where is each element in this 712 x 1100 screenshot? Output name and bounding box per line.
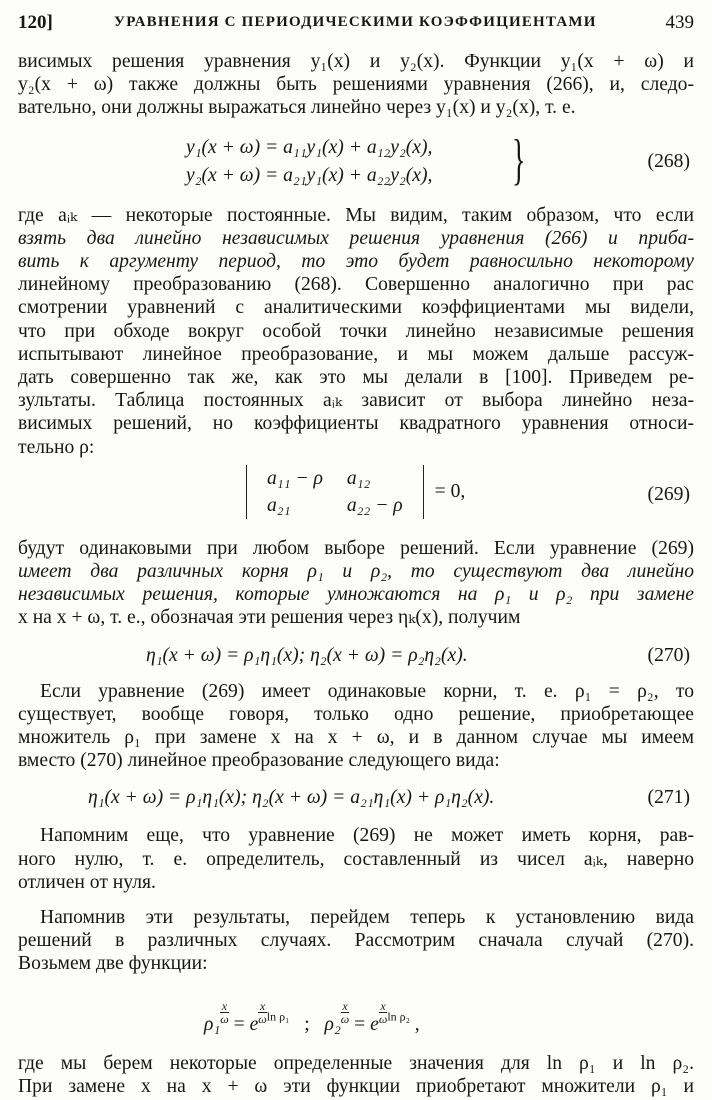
fraction-numerator: x <box>259 998 266 1013</box>
text-line: вательно, они должны выражаться линейно через y₁(x) и y₂(x), т. е. <box>18 97 576 119</box>
equation-269 <box>18 465 694 529</box>
matrix-cell: a₁₂ <box>346 467 371 489</box>
text-line: Напомнив эти результаты, перейдем теперь к установлению вида <box>40 907 694 929</box>
fraction-denominator: ω <box>340 1011 350 1026</box>
text-line: что при обходе вокруг особой точки линейно независимые решения <box>18 320 694 342</box>
text-line: решений в различных случаях. Рассмотрим сначала случай (270). <box>18 930 694 952</box>
text-line: y₂(x + ω) также должны быть решениями уравнения (266), и, следо- <box>18 74 694 96</box>
fraction-denominator: ω <box>220 1011 229 1026</box>
text-line: тельно ρ: <box>18 436 95 458</box>
text-line: x на x + ω, т. е., обозначая эти решения через ηₖ(x), получим <box>18 607 521 629</box>
exponent-log: ln ρ₂ <box>387 1009 410 1024</box>
equation-exponentials <box>18 984 694 1044</box>
equation-line: y₁(x + ω) = a₁₁y₁(x) + a₁₂y₂(x), <box>186 136 433 158</box>
determinant <box>246 465 424 519</box>
fraction-numerator: x <box>380 998 386 1013</box>
equation-rhs: = 0, <box>434 481 466 503</box>
text-line: Если уравнение (269) имеет одинаковые корни, т. е. ρ₁ = ρ₂, то <box>40 680 694 702</box>
text-line: множитель ρ₁ при замене x на x + ω, и в данном случае мы имеем <box>18 727 694 749</box>
equation-271 <box>18 782 694 816</box>
text-line: существует, вообще говоря, только одно решение, приобретающее <box>18 703 694 725</box>
rho1-symbol: ρ₁ <box>204 1013 221 1035</box>
equation-number: (270) <box>647 644 690 666</box>
text-line: ного нулю, т. е. определитель, составленный из чисел aᵢₖ, наверно <box>18 848 694 870</box>
fraction-denominator: ω <box>258 1011 267 1026</box>
text-line: висимых решения уравнения y₁(x) и y₂(x). Функции y₁(x + ω) и <box>18 51 694 72</box>
brace: } <box>512 128 526 191</box>
text-line: линейному преобразованию (268). Совершенно аналогично при рас <box>18 274 694 296</box>
text-line: где aᵢₖ — некоторые постоянные. Мы видим, таким образом, что если <box>18 204 694 226</box>
text-line: При замене x на x + ω эти функции приобретают множители ρ₁ и <box>18 1075 694 1097</box>
text-line: будут одинаковыми при любом выборе решений. Если уравнение (269) <box>18 537 694 559</box>
exponent-fraction <box>341 1000 349 1025</box>
rho2-symbol: ρ₂ <box>324 1013 341 1035</box>
fraction-numerator: x <box>342 998 348 1013</box>
equation-number: (269) <box>647 483 690 505</box>
matrix-cell: a₁₁ − ρ <box>267 467 323 489</box>
matrix-cell: a₂₂ − ρ <box>346 495 403 517</box>
running-title: УРАВНЕНИЯ С ПЕРИОДИЧЕСКИМИ КОЭФФИЦИЕНТАМИ <box>114 14 597 30</box>
text-line: имеет два различных корня ρ₁ и ρ₂, то существуют два линейно <box>18 561 694 583</box>
text-line: независимых решения, которые умножаются на ρ₁ и ρ₂ при замене <box>18 584 694 606</box>
text-line: смотрении уравнений с аналитическими коэффициентами мы видели, <box>18 297 694 319</box>
text-line: зультаты. Таблица постоянных aᵢₖ зависит от выбора линейно неза- <box>18 390 694 412</box>
equals-sign: = <box>233 1013 245 1035</box>
text-line: Напомним еще, что уравнение (269) не может иметь корня, рав- <box>40 825 694 847</box>
text-line: испытывают линейное преобразование, и мы можем дальше рассуж- <box>18 343 694 365</box>
text-line: висимых решений, но коэффициенты квадратного уравнения относи- <box>18 413 694 435</box>
equation-number: (268) <box>647 150 690 172</box>
exponent-log: ln ρ₁ <box>266 1009 290 1024</box>
text-line: вместо (270) линейное преобразование следующего вида: <box>18 750 500 772</box>
equation-268 <box>18 128 694 192</box>
equation-line: η₁(x + ω) = ρ₁η₁(x); η₂(x + ω) = ρ₂η₂(x). <box>146 644 468 666</box>
text-line: Возьмем две функции: <box>18 953 208 975</box>
equation-line: η₁(x + ω) = ρ₁η₁(x); η₂(x + ω) = a₂₁η₁(x) + ρ₁η₂(x). <box>88 787 495 809</box>
page-body <box>18 50 694 1098</box>
page-number: 439 <box>665 12 694 33</box>
equals-sign: = <box>354 1013 366 1035</box>
e-symbol: e <box>370 1013 379 1035</box>
text-line: где мы берем некоторые определенные значения для ln ρ₁ и ln ρ₂. <box>18 1052 694 1074</box>
trailing-comma: , <box>414 1013 420 1035</box>
equation-number: (271) <box>647 787 690 809</box>
running-header <box>18 12 694 38</box>
exponent-fraction <box>220 1000 228 1025</box>
text-line: взять два линейно независимых решения уравнения (266) и приба- <box>18 227 694 249</box>
equation-270 <box>18 640 694 674</box>
matrix-cell: a₂₁ <box>267 495 291 517</box>
exponent-fraction <box>258 1000 266 1025</box>
equation-line: y₂(x + ω) = a₂₁y₁(x) + a₂₂y₂(x), <box>186 164 433 186</box>
text-line: вить к аргументу период, то это будет равносильно некоторому <box>18 251 694 273</box>
fraction-denominator: ω <box>378 1011 388 1026</box>
e-symbol: e <box>249 1013 259 1035</box>
text-line: отличен от нуля. <box>18 871 156 893</box>
fraction-numerator: x <box>221 998 228 1013</box>
separator: ; <box>304 1013 310 1035</box>
text-line: дать совершенно так же, как это мы делали в [100]. Приведем ре- <box>18 367 694 389</box>
section-number: 120] <box>18 12 53 33</box>
